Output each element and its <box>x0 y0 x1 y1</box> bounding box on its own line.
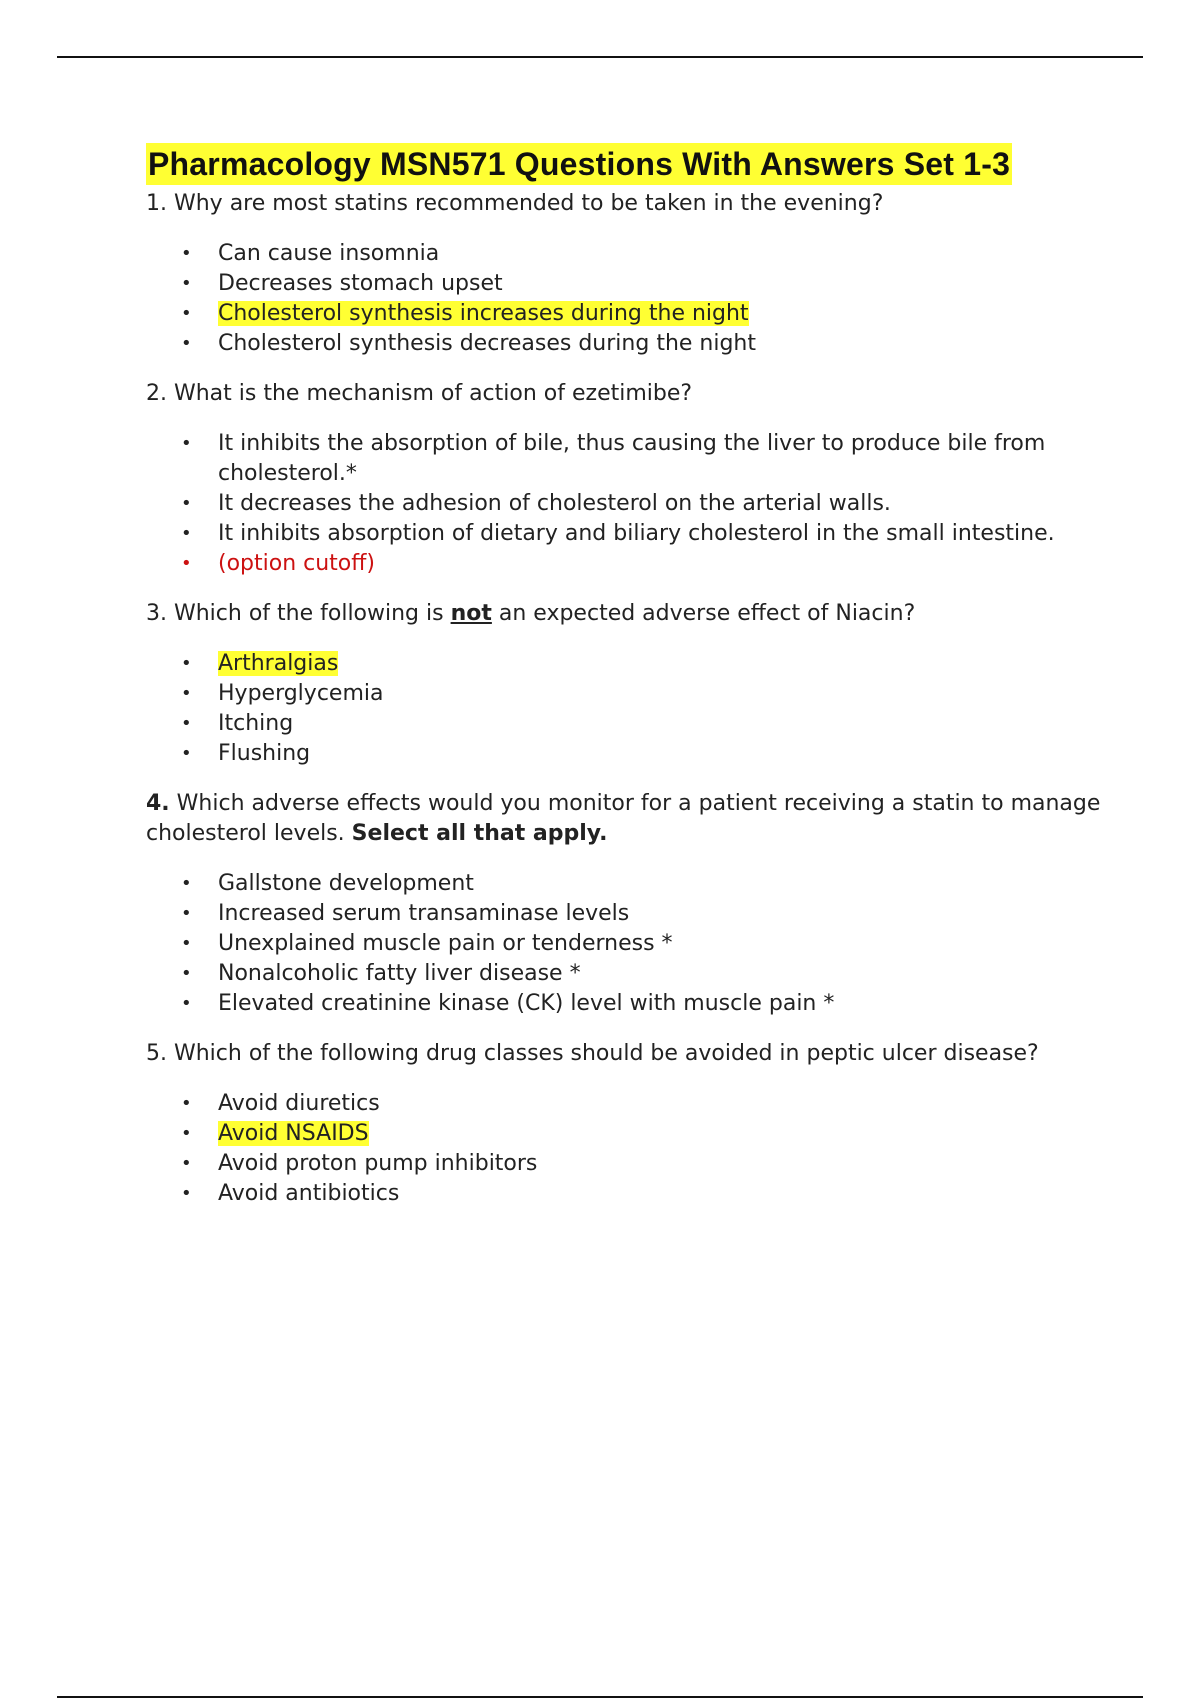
top-rule <box>57 56 1143 58</box>
option-item: • Avoid diuretics <box>146 1089 1126 1119</box>
bottom-rule <box>57 1696 1143 1698</box>
option-item: • Can cause insomnia <box>146 239 1126 269</box>
option-item: • Unexplained muscle pain or tenderness * <box>146 929 1126 959</box>
answer-highlight: Avoid NSAIDS <box>218 1121 369 1146</box>
options-5 <box>146 1089 1126 1209</box>
option-item-answer <box>146 1119 1126 1149</box>
question-2: 2. What is the mechanism of action of ezetimibe? <box>146 381 693 406</box>
emphasis-not: not <box>450 601 492 626</box>
option-item: • Increased serum transaminase levels <box>146 899 1126 929</box>
option-item: • Flushing <box>146 739 1126 769</box>
option-item: • Avoid proton pump inhibitors <box>146 1149 1126 1179</box>
question-4: 4. Which adverse effects would you monitor for a patient receiving a statin to manage cholesterol levels. Select all that apply. <box>146 791 1101 846</box>
option-item: • It inhibits absorption of dietary and biliary cholesterol in the small intestine. <box>146 519 1126 549</box>
select-all-instruction: Select all that apply. <box>351 821 608 846</box>
document-title: Pharmacology MSN571 Questions With Answers Set 1-3 <box>146 143 1012 185</box>
option-item-answer <box>146 649 1126 679</box>
options-4 <box>146 869 1126 1019</box>
question-3: 3. Which of the following is not an expected adverse effect of Niacin? <box>146 601 916 626</box>
option-item: • Gallstone development <box>146 869 1126 899</box>
option-item: • Hyperglycemia <box>146 679 1126 709</box>
options-2 <box>146 429 1126 579</box>
answer-highlight: Cholesterol synthesis increases during the night <box>218 301 749 326</box>
option-item: • Cholesterol synthesis decreases during the night <box>146 329 1126 359</box>
question-number: 4. <box>146 791 170 816</box>
option-item: • It decreases the adhesion of cholesterol on the arterial walls. <box>146 489 1126 519</box>
document-body <box>146 143 1126 1209</box>
question-5: 5. Which of the following drug classes should be avoided in peptic ulcer disease? <box>146 1041 1039 1066</box>
option-item-answer <box>146 299 1126 329</box>
options-1 <box>146 239 1126 359</box>
option-item: • Avoid antibiotics <box>146 1179 1126 1209</box>
option-item: • Elevated creatinine kinase (CK) level with muscle pain * <box>146 989 1126 1019</box>
option-item: • Itching <box>146 709 1126 739</box>
option-item: • It inhibits the absorption of bile, thus causing the liver to produce bile from cholesterol.* <box>146 429 1126 489</box>
option-item-cutoff: • (option cutoff) <box>146 549 1126 579</box>
options-3 <box>146 649 1126 769</box>
answer-highlight: Arthralgias <box>218 651 339 676</box>
option-item: • Decreases stomach upset <box>146 269 1126 299</box>
option-item: • Nonalcoholic fatty liver disease * <box>146 959 1126 989</box>
question-1: 1. Why are most statins recommended to be taken in the evening? <box>146 191 884 216</box>
